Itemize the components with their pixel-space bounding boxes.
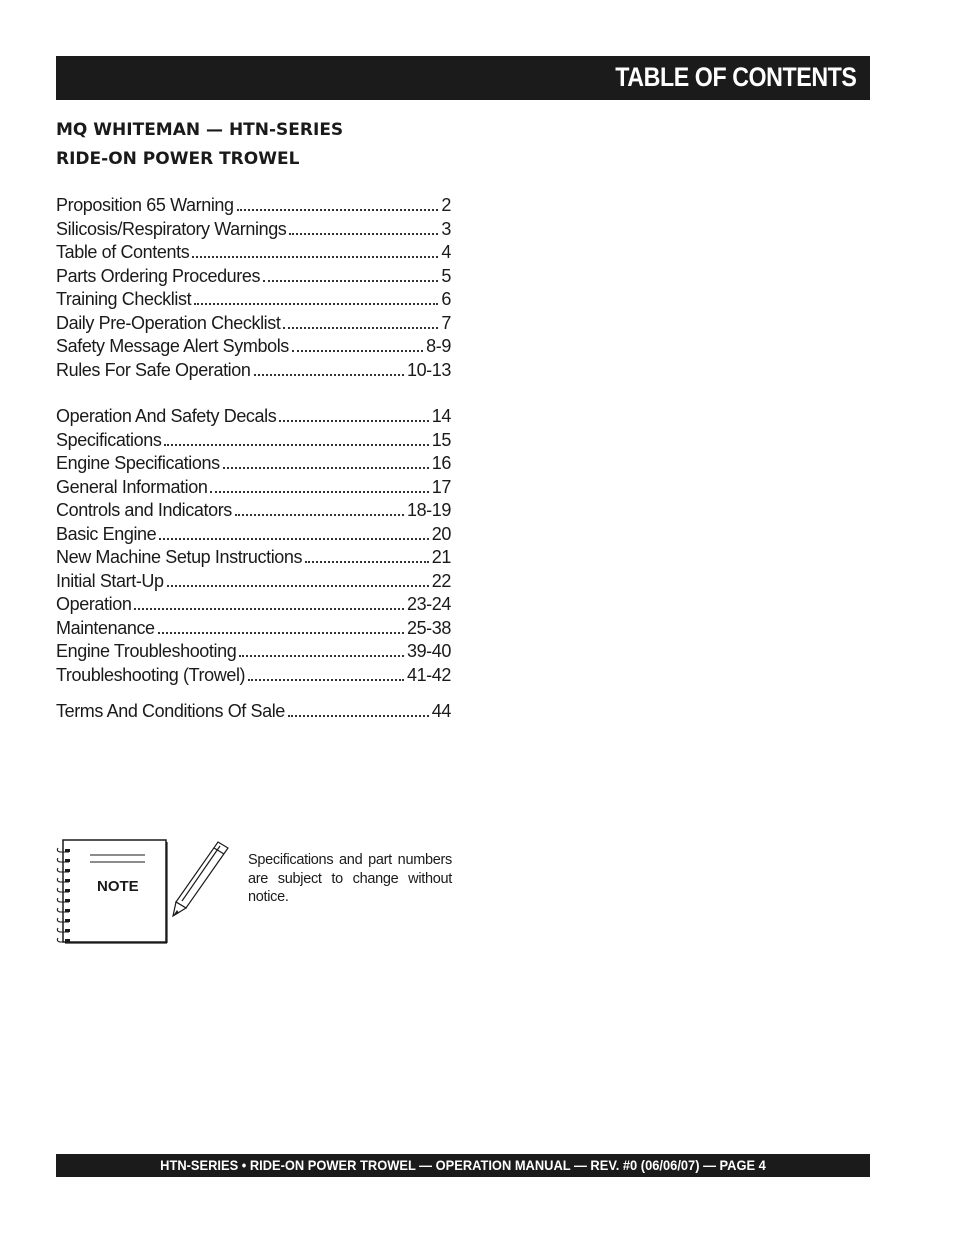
- toc-entry[interactable]: [56, 500, 451, 523]
- toc-entry-page: 4: [441, 242, 451, 262]
- toc-leader-dots: [210, 477, 428, 493]
- toc-entry[interactable]: [56, 594, 451, 617]
- toc-leader-dots: [223, 453, 429, 469]
- header-bar: [56, 56, 870, 100]
- footer-text: HTN-SERIES • RIDE-ON POWER TROWEL — OPERATION MANUAL — REV. #0 (06/06/07) — PAGE 4: [160, 1157, 766, 1173]
- footer-bar: [56, 1154, 870, 1177]
- toc-entry-label: Training Checklist: [56, 289, 192, 309]
- toc-leader-dots: [288, 701, 429, 717]
- toc-entry-label: Basic Engine: [56, 523, 157, 544]
- toc-entry-label: Table of Contents: [56, 242, 190, 262]
- note-illustration: [56, 838, 256, 946]
- toc-entry-page: 14: [431, 406, 451, 426]
- page-title: TABLE OF CONTENTS: [614, 62, 856, 92]
- note-label: NOTE: [97, 878, 139, 895]
- toc-entry-page: 25-38: [406, 617, 451, 638]
- toc-entry[interactable]: [56, 571, 451, 594]
- toc-entry-page: 39-40: [406, 641, 451, 661]
- toc-entry[interactable]: [56, 701, 451, 724]
- toc-leader-dots: [248, 665, 404, 681]
- toc-entry-label: New Machine Setup Instructions: [56, 547, 303, 567]
- toc-entry-label: Daily Pre-Operation Checklist: [56, 312, 281, 333]
- toc-leader-dots: [292, 336, 423, 352]
- toc-entry[interactable]: [56, 313, 451, 336]
- toc-entry-label: Controls and Indicators: [56, 500, 232, 520]
- note-text: Specifications and part numbers are subject to change without notice.: [248, 852, 452, 905]
- toc-entry[interactable]: [56, 266, 451, 289]
- toc-leader-dots: [305, 547, 429, 563]
- toc-entry[interactable]: [56, 195, 451, 218]
- subtitle-line-1: MQ WHITEMAN — HTN-SERIES: [56, 120, 344, 140]
- toc-leader-dots: [134, 594, 404, 610]
- toc-entry[interactable]: [56, 453, 451, 476]
- toc-entry-label: Silicosis/Respiratory Warnings: [56, 218, 287, 239]
- toc-entry-label: Terms And Conditions Of Sale: [56, 701, 285, 721]
- toc-entry[interactable]: [56, 430, 451, 453]
- toc-entry-label: Rules For Safe Operation: [56, 359, 251, 380]
- toc-entry-page: 3: [441, 218, 451, 239]
- toc-entry[interactable]: [56, 289, 451, 312]
- toc-entry[interactable]: [56, 242, 451, 265]
- toc-entry[interactable]: [56, 618, 451, 641]
- toc-entry-page: 44: [431, 701, 451, 721]
- toc-entry-label: Initial Start-Up: [56, 570, 164, 591]
- toc-entry-label: Troubleshooting (Trowel): [56, 664, 246, 685]
- toc-entry-label: General Information: [56, 476, 208, 497]
- toc-leader-dots: [237, 195, 439, 211]
- toc-entry[interactable]: [56, 524, 451, 547]
- toc-entry-page: 2: [441, 195, 451, 215]
- toc-leader-dots: [194, 289, 438, 305]
- toc-entry-label: Specifications: [56, 429, 162, 450]
- toc-leader-dots: [279, 406, 428, 422]
- toc-entry-page: 10-13: [406, 359, 451, 380]
- toc-entry[interactable]: [56, 641, 451, 664]
- manual-subtitle: [56, 116, 343, 174]
- toc-entry-label: Safety Message Alert Symbols: [56, 336, 289, 356]
- toc-entry-page: 8-9: [426, 336, 451, 356]
- toc-entry[interactable]: [56, 406, 451, 429]
- toc-leader-dots: [158, 618, 404, 634]
- toc-entry-page: 15: [431, 429, 451, 450]
- toc-entry-label: Operation: [56, 594, 132, 614]
- toc-entry-page: 6: [441, 289, 451, 309]
- toc-leader-dots: [239, 641, 404, 657]
- toc-leader-dots: [235, 500, 404, 516]
- toc-entry[interactable]: [56, 547, 451, 570]
- toc-entry-page: 5: [441, 265, 451, 286]
- toc-entry[interactable]: [56, 336, 451, 359]
- toc-entry-page: 21: [431, 547, 451, 567]
- toc-leader-dots: [254, 360, 404, 376]
- toc-entry-label: Proposition 65 Warning: [56, 195, 234, 215]
- toc-leader-dots: [159, 524, 429, 540]
- toc-entry-page: 20: [431, 523, 451, 544]
- toc-entry[interactable]: [56, 219, 451, 242]
- toc-leader-dots: [164, 430, 428, 446]
- toc-leader-dots: [283, 313, 438, 329]
- toc-entry[interactable]: [56, 360, 451, 383]
- toc-entry-label: Engine Specifications: [56, 453, 220, 473]
- toc-leader-dots: [192, 242, 438, 258]
- toc-entry-page: 41-42: [406, 664, 451, 685]
- toc-leader-dots: [289, 219, 438, 235]
- toc-entry-page: 23-24: [406, 594, 451, 614]
- subtitle-line-2: RIDE-ON POWER TROWEL: [56, 149, 300, 169]
- toc-entry-label: Operation And Safety Decals: [56, 406, 277, 426]
- toc-leader-dots: [167, 571, 429, 587]
- toc-entry-page: 18-19: [406, 500, 451, 520]
- toc-entry-page: 22: [431, 570, 451, 591]
- toc-entry-label: Maintenance: [56, 617, 155, 638]
- notebook-pencil-icon: [56, 838, 256, 946]
- toc-entry-label: Parts Ordering Procedures: [56, 265, 261, 286]
- toc-leader-dots: [263, 266, 438, 282]
- toc-entry-page: 17: [431, 476, 451, 497]
- toc-entry-page: 16: [431, 453, 451, 473]
- toc-entry[interactable]: [56, 665, 451, 688]
- toc-entry[interactable]: [56, 477, 451, 500]
- toc-entry-page: 7: [441, 312, 451, 333]
- toc-entry-label: Engine Troubleshooting: [56, 641, 237, 661]
